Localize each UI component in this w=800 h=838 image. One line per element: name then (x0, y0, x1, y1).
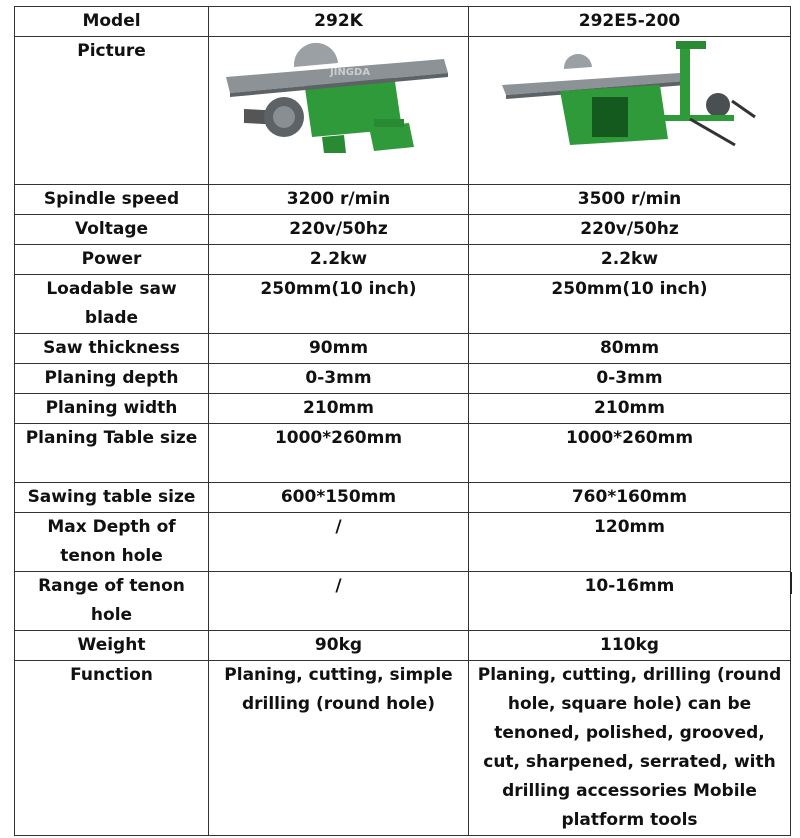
header-model-a: 292K (209, 7, 469, 37)
row-value-b: 110kg (469, 631, 791, 661)
table-row (15, 572, 791, 631)
machine-292k-image (224, 37, 454, 153)
table-row (15, 483, 791, 513)
row-value-b: 0-3mm (469, 364, 791, 394)
picture-cell-a (209, 37, 469, 185)
row-value-a: 2.2kw (209, 245, 469, 275)
row-value-a: / (209, 572, 469, 631)
row-label: Range of tenon hole (15, 572, 209, 631)
row-value-b: Planing, cutting, drilling (round hole, square hole) can be tenoned, polished, grooved, cut, sharpened, serrated, with drilling accessories Mobile platform tools (469, 661, 791, 836)
row-value-a: / (209, 513, 469, 572)
row-value-a: Planing, cutting, simple drilling (round hole) (209, 661, 469, 836)
row-value-a: 220v/50hz (209, 215, 469, 245)
row-value-b: 220v/50hz (469, 215, 791, 245)
table-row (15, 631, 791, 661)
row-value-b: 1000*260mm (469, 424, 791, 483)
row-value-a: 90kg (209, 631, 469, 661)
row-value-b: 3500 r/min (469, 185, 791, 215)
table-row (15, 513, 791, 572)
table-row (15, 394, 791, 424)
row-label: Power (15, 245, 209, 275)
row-value-a: 90mm (209, 334, 469, 364)
watermark-text: JINGDA (329, 67, 370, 78)
row-value-b: 120mm (469, 513, 791, 572)
table-row (15, 215, 791, 245)
row-label: Sawing table size (15, 483, 209, 513)
row-label: Loadable saw blade (15, 275, 209, 334)
table-row (15, 245, 791, 275)
row-label: Weight (15, 631, 209, 661)
table-row (15, 275, 791, 334)
picture-cell-b (469, 37, 791, 185)
table-row (15, 661, 791, 836)
row-label: Planing depth (15, 364, 209, 394)
table-row (15, 424, 791, 483)
table-row (15, 334, 791, 364)
row-value-b: 250mm(10 inch) (469, 275, 791, 334)
row-label: Spindle speed (15, 185, 209, 215)
row-value-a: 0-3mm (209, 364, 469, 394)
row-label: Planing Table size (15, 424, 209, 483)
machine-292e5-200-image (500, 37, 760, 153)
edge-marker (790, 572, 792, 594)
row-value-a: 1000*260mm (209, 424, 469, 483)
spec-table (14, 6, 791, 836)
row-value-a: 600*150mm (209, 483, 469, 513)
header-row (15, 7, 791, 37)
header-model-b: 292E5-200 (469, 7, 791, 37)
picture-row (15, 37, 791, 185)
row-value-b: 2.2kw (469, 245, 791, 275)
row-label: Function (15, 661, 209, 836)
row-value-a: 250mm(10 inch) (209, 275, 469, 334)
table-row (15, 364, 791, 394)
row-value-b: 80mm (469, 334, 791, 364)
row-label: Voltage (15, 215, 209, 245)
header-label: Model (15, 7, 209, 37)
picture-label: Picture (15, 37, 209, 185)
row-value-b: 10-16mm (469, 572, 791, 631)
row-value-a: 3200 r/min (209, 185, 469, 215)
row-value-a: 210mm (209, 394, 469, 424)
row-value-b: 760*160mm (469, 483, 791, 513)
row-label: Planing width (15, 394, 209, 424)
row-value-b: 210mm (469, 394, 791, 424)
table-row (15, 185, 791, 215)
row-label: Saw thickness (15, 334, 209, 364)
row-label: Max Depth of tenon hole (15, 513, 209, 572)
